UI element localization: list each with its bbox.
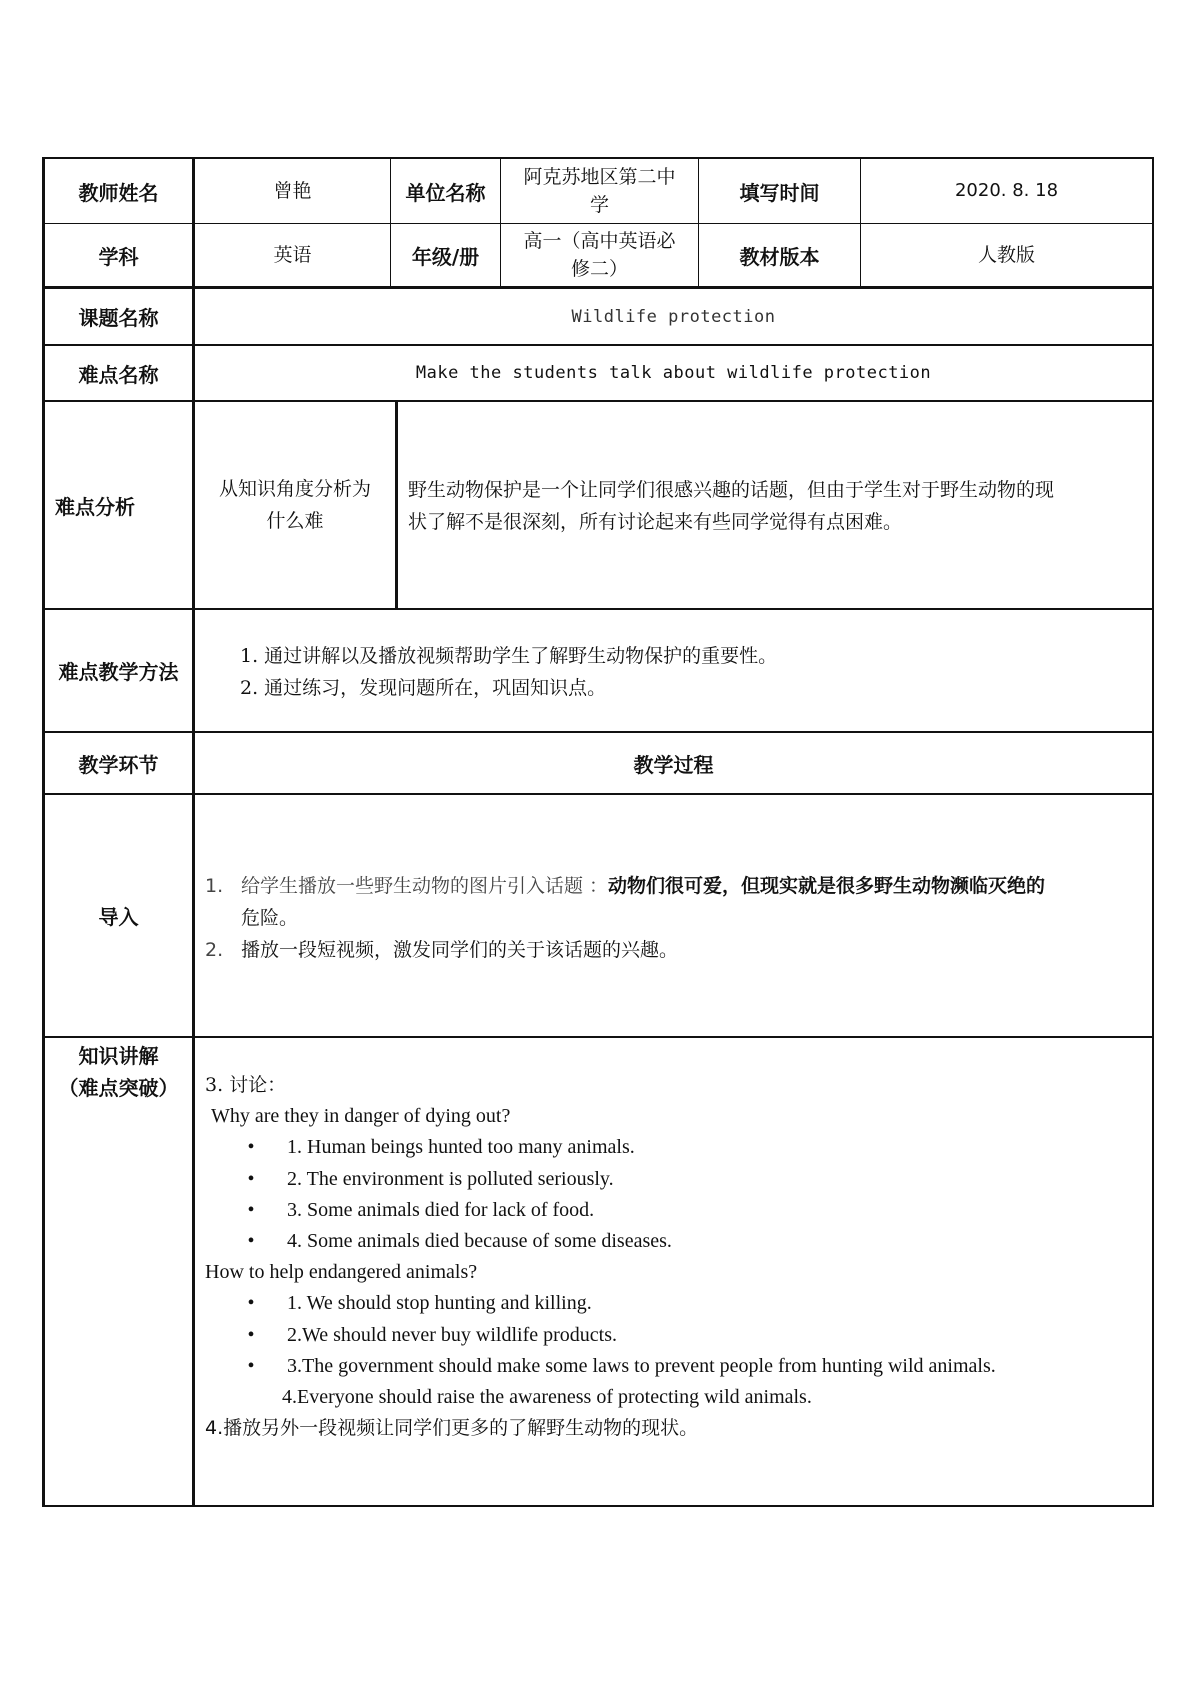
bullet-icon: •: [247, 1136, 255, 1159]
intro-item-1-num: 1.: [205, 875, 224, 897]
intro-item-1: [205, 870, 1150, 934]
intro-item-2-num: 2.: [205, 939, 224, 961]
teacher-value: 曾艳: [273, 180, 312, 202]
bullet-icon: •: [247, 1292, 255, 1315]
question-1: Why are they in danger of dying out?: [211, 1105, 511, 1128]
intro-item-1-text-a: 给学生播放一些野生动物的图片引入话题 ：: [241, 875, 609, 897]
analysis-text-line1: 野生动物保护是一个让同学们很感兴趣的话题，但由于学生对于野生动物的现: [408, 479, 1055, 501]
knowledge-content: [205, 1070, 1150, 1444]
help-item-3: • 3.The government should make some laws to prevent people from hunting wild animals.: [205, 1351, 1150, 1382]
teacher-label: 教师姓名: [78, 180, 159, 205]
method-item-2: 2. 通过练习，发现问题所在，巩固知识点。: [240, 677, 607, 699]
process-title: 教学过程: [633, 752, 714, 777]
bullet-icon: •: [247, 1354, 255, 1377]
help-item-4: 4.Everyone should raise the awareness of protecting wild animals.: [282, 1386, 812, 1409]
analysis-sub-label: [195, 402, 395, 608]
analysis-text-line2: 状了解不是很深刻，所有讨论起来有些同学觉得有点困难。: [408, 511, 903, 533]
intro-item-2: [205, 934, 1150, 966]
grade-value-line1: 高一（高中英语必: [523, 230, 676, 252]
intro-item-1-text-c: 危险。: [241, 907, 299, 929]
grade-value-line2: 修二）: [570, 258, 628, 280]
bullet-icon: •: [247, 1198, 255, 1221]
intro-item-1-text-b: 动物们很可爱，但现实就是很多野生动物濒临灭绝的: [608, 875, 1046, 897]
knowledge-label: [45, 1040, 192, 1110]
analysis-label: 难点分析: [55, 494, 135, 519]
method-item-1: 1. 通过讲解以及播放视频帮助学生了解野生动物保护的重要性。: [240, 645, 778, 667]
date-label: 填写时间: [739, 180, 820, 205]
reason-item-3: • 3. Some animals died for lack of food.: [205, 1195, 1150, 1226]
intro-list: [205, 870, 1150, 966]
difficulty-value: Make the students talk about wildlife protection: [415, 363, 932, 383]
reason-item-1: • 1. Human beings hunted too many animals.: [205, 1132, 1150, 1163]
grade-label: 年级/册: [411, 244, 480, 269]
unit-value: [501, 159, 698, 223]
bullet-icon: •: [247, 1167, 255, 1190]
help-item-2: • 2.We should never buy wildlife products.: [205, 1320, 1150, 1351]
unit-value-line1: 阿克苏地区第二中: [523, 166, 676, 188]
date-value: 2020. 8. 18: [954, 180, 1059, 201]
bullet-icon: •: [247, 1323, 255, 1346]
final-note: 4.播放另外一段视频让同学们更多的了解野生动物的现状。: [205, 1417, 699, 1440]
topic-label: 课题名称: [78, 306, 159, 330]
unit-value-line2: 学: [589, 194, 609, 216]
topic-value: Wildlife protection: [571, 306, 776, 327]
subject-value: 英语: [273, 244, 312, 266]
discussion-heading: 3. 讨论：: [205, 1074, 287, 1096]
analysis-text: [408, 474, 1148, 538]
process-label: 教学环节: [78, 752, 159, 777]
grade-value: [501, 224, 698, 286]
textbook-label: 教材版本: [739, 244, 820, 269]
unit-label: 单位名称: [405, 180, 486, 205]
subject-label: 学科: [98, 244, 139, 269]
intro-label: 导入: [98, 905, 139, 929]
analysis-sub-label-line1: 从知识角度分析为: [218, 478, 371, 500]
textbook-value: 人教版: [977, 244, 1035, 266]
question-2: How to help endangered animals?: [205, 1261, 478, 1284]
method-label: 难点教学方法: [58, 660, 179, 684]
method-list: [240, 640, 1140, 704]
help-item-1: • 1. We should stop hunting and killing.: [205, 1288, 1150, 1319]
reason-item-4: • 4. Some animals died because of some diseases.: [205, 1226, 1150, 1257]
knowledge-label-line2: （难点突破）: [58, 1076, 179, 1100]
difficulty-label: 难点名称: [78, 362, 159, 387]
bullet-icon: •: [247, 1230, 255, 1253]
reason-item-2: • 2. The environment is polluted seriously.: [205, 1164, 1150, 1195]
knowledge-label-line1: 知识讲解: [78, 1044, 159, 1068]
intro-item-2-text: 播放一段短视频，激发同学们的关于该话题的兴趣。: [241, 939, 679, 961]
analysis-sub-label-line2: 什么难: [266, 510, 324, 532]
